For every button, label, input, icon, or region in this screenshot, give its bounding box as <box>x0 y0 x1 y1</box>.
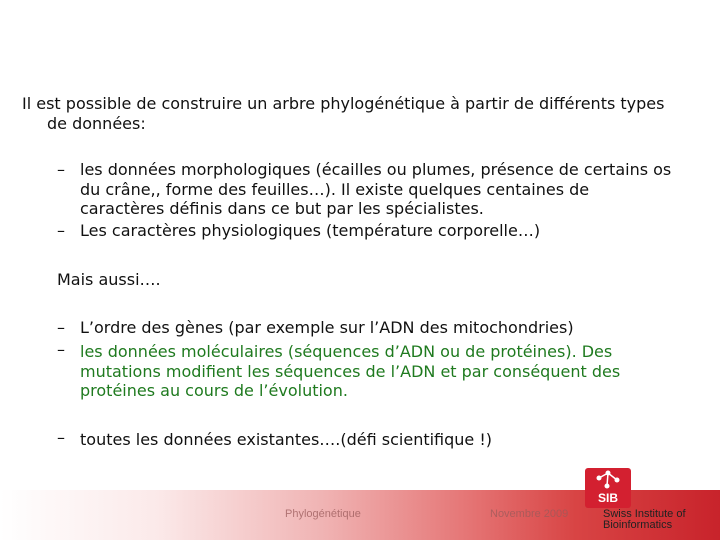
bullet-gene-order-line: L’ordre des gènes (par exemple sur l’ADN des mitochondries) <box>80 318 574 337</box>
bullet-morpho-line-1: les données morphologiques (écailles ou plumes, présence de certains os <box>80 160 672 179</box>
institute-name-line-1: Swiss Institute of <box>603 508 686 520</box>
bullet-molecular-line-1: les données moléculaires (séquences d’ADN ou de protéines). Des <box>80 342 613 361</box>
bullet-physio-line: Les caractères physiologiques (température corporelle…) <box>80 221 541 240</box>
bullet-dash: – <box>57 340 65 359</box>
bullet-dash: – <box>57 221 65 240</box>
footer-topic: Phylogénétique <box>285 508 361 520</box>
bullet-molecular-line-3: protéines au cours de l’évolution. <box>80 381 348 400</box>
institute-name-line-2: Bioinformatics <box>603 519 673 531</box>
bullet-molecular-line-2: mutations modifient les séquences de l’ADN et par conséquent des <box>80 362 621 381</box>
bullet-dash: – <box>57 428 65 447</box>
bullet-dash: – <box>57 160 65 179</box>
intro-line-2: de données: <box>47 114 146 133</box>
sib-logo-icon <box>585 468 631 508</box>
mais-aussi-text: Mais aussi…. <box>57 270 161 289</box>
bullet-morpho-line-3: caractères définis dans ce but par les spécialistes. <box>80 199 484 218</box>
bullet-dash: – <box>57 318 65 337</box>
footer-date: Novembre 2009 <box>490 508 569 520</box>
bullet-all-data-line: toutes les données existantes….(défi scientifique !) <box>80 430 493 449</box>
intro-line-1: Il est possible de construire un arbre phylogénétique à partir de différents types <box>22 94 665 113</box>
sib-logo-abbrev: SIB <box>597 491 619 505</box>
bullet-morpho-line-2: du crâne,, forme des feuilles…). Il existe quelques centaines de <box>80 180 590 199</box>
sib-logo <box>585 468 631 508</box>
